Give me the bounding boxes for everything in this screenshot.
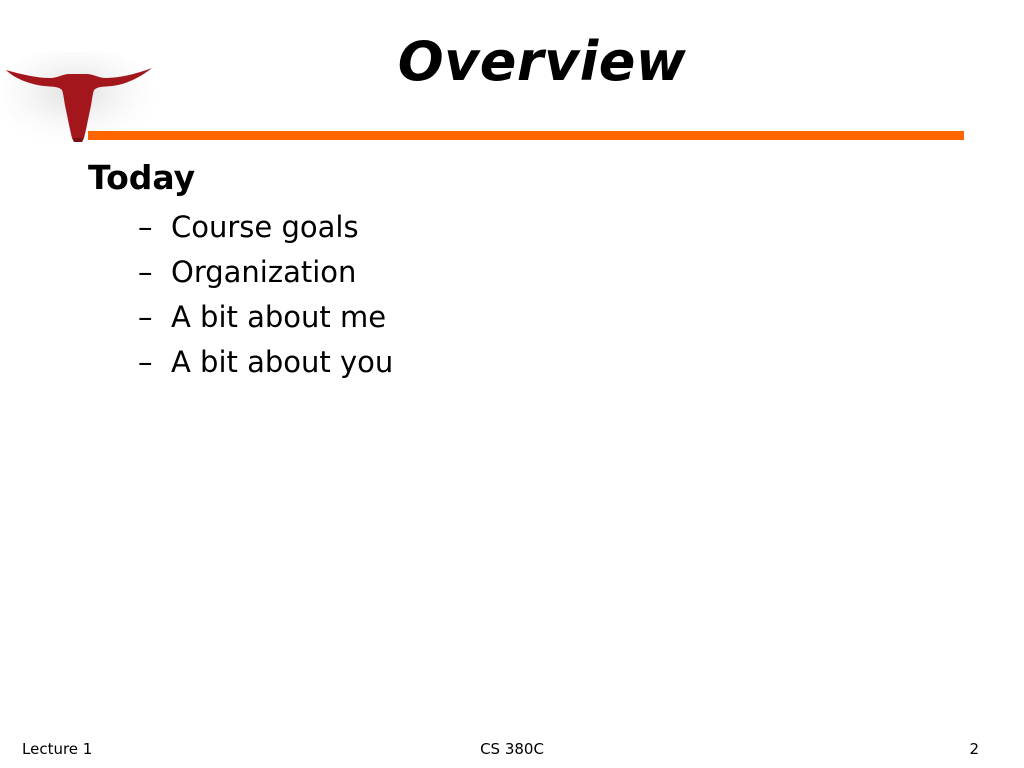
title-divider [88,131,964,140]
bullet-text: Course goals [171,210,359,244]
bullet-list [138,205,393,385]
section-heading: Today [88,158,196,197]
bullet-text: A bit about me [171,300,387,334]
footer-page-number: 2 [969,740,979,758]
footer-lecture-label: Lecture 1 [22,740,93,758]
bullet-dash: – [138,210,153,244]
bullet-dash: – [138,345,153,379]
list-item [138,340,393,385]
bullet-text: Organization [171,255,357,289]
list-item [138,205,393,250]
list-item [138,250,393,295]
footer-course-label: CS 380C [480,740,544,758]
slide-title: Overview [397,30,687,93]
bullet-dash: – [138,300,153,334]
bullet-text: A bit about you [171,345,394,379]
bullet-dash: – [138,255,153,289]
list-item [138,295,393,340]
